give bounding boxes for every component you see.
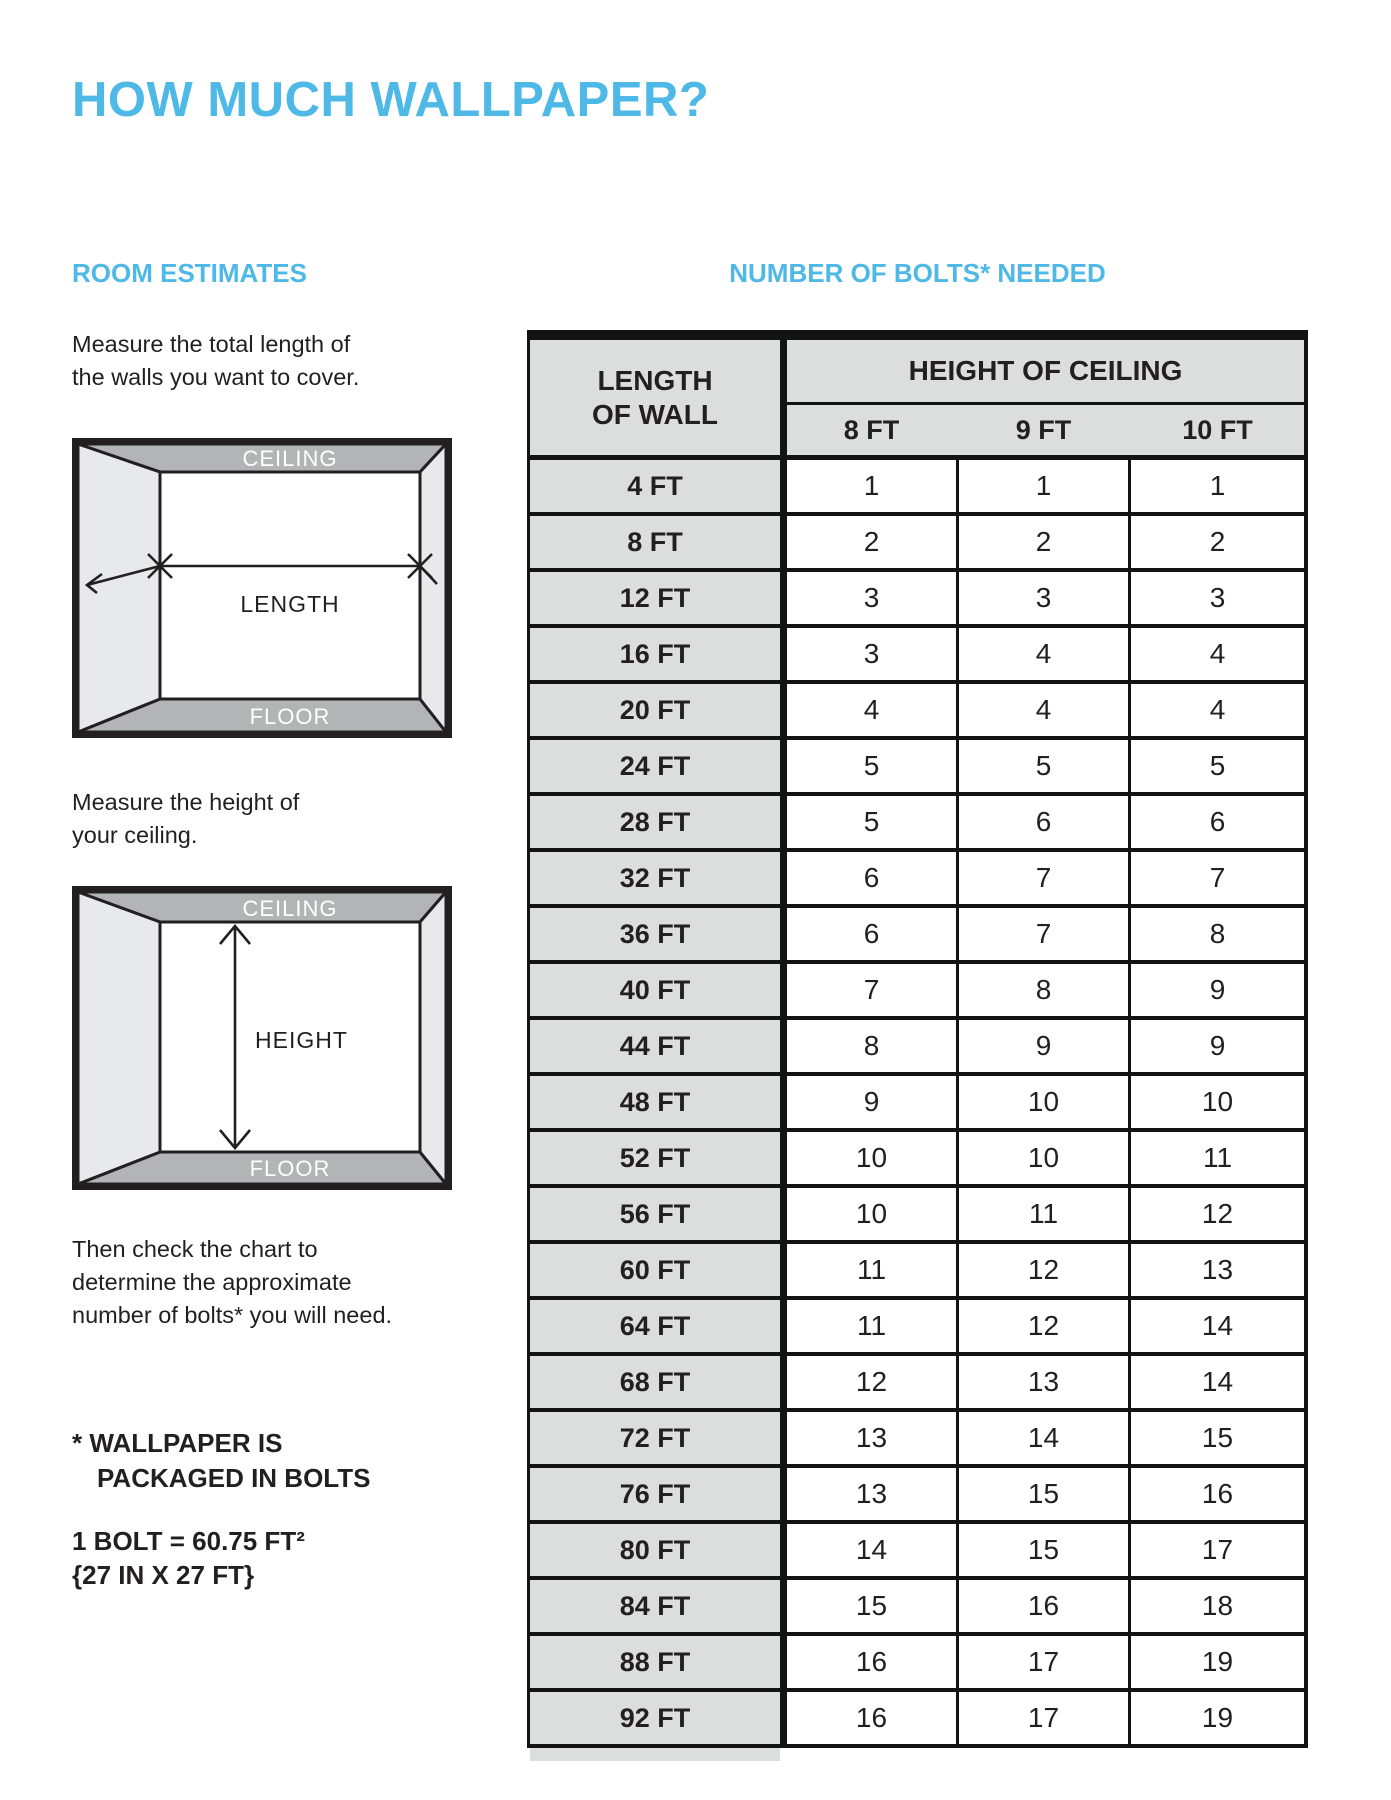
step3-line3: number of bolts* you will need. bbox=[72, 1302, 393, 1328]
bolt-count-cell: 11 bbox=[1131, 1132, 1304, 1184]
col-header-8ft: 8 FT bbox=[787, 405, 956, 455]
wall-length-cell: 68 FT bbox=[530, 1356, 780, 1408]
bolt-count-cell: 10 bbox=[787, 1132, 956, 1184]
bolt-count-cell: 16 bbox=[787, 1636, 956, 1688]
bolt-count-cell: 1 bbox=[1131, 460, 1304, 512]
wall-length-cell: 32 FT bbox=[530, 852, 780, 904]
wall-length-cell: 48 FT bbox=[530, 1076, 780, 1128]
bolt-count-cell: 12 bbox=[959, 1300, 1128, 1352]
bolt-count-cell: 10 bbox=[787, 1188, 956, 1240]
bolt-count-cell: 13 bbox=[787, 1412, 956, 1464]
bolt-count-cell: 5 bbox=[787, 740, 956, 792]
bolt-count-cell: 9 bbox=[1131, 1020, 1304, 1072]
bolt-count-cell: 8 bbox=[959, 964, 1128, 1016]
bolts-needed-table bbox=[527, 330, 1308, 1748]
wall-length-cell: 24 FT bbox=[530, 740, 780, 792]
bolt-count-cell: 4 bbox=[959, 628, 1128, 680]
bolt-count-cell: 18 bbox=[1131, 1580, 1304, 1632]
wall-length-cell: 64 FT bbox=[530, 1300, 780, 1352]
step1-line2: the walls you want to cover. bbox=[72, 364, 360, 390]
step3-instruction bbox=[72, 1233, 392, 1332]
bolt-count-cell: 6 bbox=[959, 796, 1128, 848]
bolt-count-cell: 7 bbox=[1131, 852, 1304, 904]
bolt-count-cell: 8 bbox=[787, 1020, 956, 1072]
bolt-count-cell: 6 bbox=[1131, 796, 1304, 848]
col-header-9ft: 9 FT bbox=[959, 405, 1128, 455]
bolt-count-cell: 12 bbox=[959, 1244, 1128, 1296]
bolt-count-cell: 14 bbox=[1131, 1300, 1304, 1352]
length-room-diagram bbox=[72, 438, 452, 738]
wall-length-cell: 76 FT bbox=[530, 1468, 780, 1520]
step2-line1: Measure the height of bbox=[72, 789, 300, 815]
ceiling-label: CEILING bbox=[242, 896, 338, 921]
bolt-count-cell: 16 bbox=[1131, 1468, 1304, 1520]
bolt-count-cell: 5 bbox=[1131, 740, 1304, 792]
bolt-count-cell: 10 bbox=[1131, 1076, 1304, 1128]
bolt-count-cell: 15 bbox=[959, 1468, 1128, 1520]
length-of-wall-line2: OF WALL bbox=[592, 398, 718, 430]
bolt-count-cell: 13 bbox=[959, 1356, 1128, 1408]
bolt-count-cell: 4 bbox=[1131, 684, 1304, 736]
left-wall-panel bbox=[78, 892, 160, 1184]
step3-line1: Then check the chart to bbox=[72, 1236, 318, 1262]
bolt-count-cell: 1 bbox=[787, 460, 956, 512]
length-label: LENGTH bbox=[240, 591, 340, 617]
bolt-count-cell: 15 bbox=[1131, 1412, 1304, 1464]
bolt-count-cell: 17 bbox=[1131, 1524, 1304, 1576]
length-of-wall-line1: LENGTH bbox=[597, 364, 713, 396]
bolt-count-cell: 10 bbox=[959, 1076, 1128, 1128]
height-room-diagram bbox=[72, 886, 452, 1190]
bolt-count-cell: 10 bbox=[959, 1132, 1128, 1184]
bolt-count-cell: 12 bbox=[1131, 1188, 1304, 1240]
bolts-footnote bbox=[72, 1426, 370, 1496]
bolt-count-cell: 5 bbox=[787, 796, 956, 848]
wall-length-cell: 8 FT bbox=[530, 516, 780, 568]
bolt-count-cell: 12 bbox=[787, 1356, 956, 1408]
bolt-count-cell: 2 bbox=[787, 516, 956, 568]
bolt-count-cell: 9 bbox=[787, 1076, 956, 1128]
bolt-count-cell: 15 bbox=[959, 1524, 1128, 1576]
wall-length-cell: 12 FT bbox=[530, 572, 780, 624]
height-label: HEIGHT bbox=[255, 1027, 348, 1053]
bolt-count-cell: 7 bbox=[959, 852, 1128, 904]
bolt-count-cell: 16 bbox=[787, 1692, 956, 1744]
bolt-count-cell: 19 bbox=[1131, 1692, 1304, 1744]
bolt-count-cell: 15 bbox=[787, 1580, 956, 1632]
bolts-table-heading: NUMBER OF BOLTS* NEEDED bbox=[729, 258, 1106, 288]
bolt-count-cell: 17 bbox=[959, 1636, 1128, 1688]
floor-label: FLOOR bbox=[249, 704, 331, 729]
bolt-count-cell: 3 bbox=[959, 572, 1128, 624]
wall-length-cell: 56 FT bbox=[530, 1188, 780, 1240]
bolt-count-cell: 4 bbox=[1131, 628, 1304, 680]
bolt-count-cell: 11 bbox=[787, 1300, 956, 1352]
wall-length-cell: 80 FT bbox=[530, 1524, 780, 1576]
bolt-count-cell: 1 bbox=[959, 460, 1128, 512]
bolt-count-cell: 17 bbox=[959, 1692, 1128, 1744]
wall-length-cell: 84 FT bbox=[530, 1580, 780, 1632]
wall-length-cell: 28 FT bbox=[530, 796, 780, 848]
wall-length-cell: 60 FT bbox=[530, 1244, 780, 1296]
back-wall-panel bbox=[160, 472, 420, 699]
bolt-count-cell: 14 bbox=[787, 1524, 956, 1576]
wall-length-cell: 36 FT bbox=[530, 908, 780, 960]
bolt-count-cell: 2 bbox=[959, 516, 1128, 568]
right-wall-panel bbox=[420, 444, 446, 732]
room-estimates-heading: ROOM ESTIMATES bbox=[72, 258, 307, 288]
wall-length-cell: 20 FT bbox=[530, 684, 780, 736]
right-wall-panel bbox=[420, 892, 446, 1184]
step1-instruction bbox=[72, 328, 359, 394]
bolt-count-cell: 13 bbox=[1131, 1244, 1304, 1296]
bolt-count-cell: 4 bbox=[959, 684, 1128, 736]
wall-length-cell: 16 FT bbox=[530, 628, 780, 680]
bolt-count-cell: 19 bbox=[1131, 1636, 1304, 1688]
wall-length-cell: 92 FT bbox=[530, 1692, 780, 1744]
wall-length-cell: 4 FT bbox=[530, 460, 780, 512]
bolt-count-cell: 14 bbox=[959, 1412, 1128, 1464]
col-group-header-height-of-ceiling: HEIGHT OF CEILING bbox=[787, 340, 1304, 402]
footnote-line1: * WALLPAPER IS bbox=[72, 1428, 283, 1458]
step2-line2: your ceiling. bbox=[72, 822, 198, 848]
bolt-count-cell: 14 bbox=[1131, 1356, 1304, 1408]
wall-length-cell: 88 FT bbox=[530, 1636, 780, 1688]
bolt-count-cell: 7 bbox=[787, 964, 956, 1016]
wall-length-cell: 40 FT bbox=[530, 964, 780, 1016]
col-header-10ft: 10 FT bbox=[1131, 405, 1304, 455]
bolt-size-line1: 1 BOLT = 60.75 FT² bbox=[72, 1526, 305, 1556]
wall-length-cell: 44 FT bbox=[530, 1020, 780, 1072]
step1-line1: Measure the total length of bbox=[72, 331, 351, 357]
bolt-count-cell: 5 bbox=[959, 740, 1128, 792]
bolt-count-cell: 6 bbox=[787, 852, 956, 904]
bolt-count-cell: 11 bbox=[959, 1188, 1128, 1240]
step2-instruction bbox=[72, 786, 299, 852]
bolt-count-cell: 2 bbox=[1131, 516, 1304, 568]
bolt-count-cell: 4 bbox=[787, 684, 956, 736]
floor-label: FLOOR bbox=[249, 1156, 331, 1181]
bolt-count-cell: 8 bbox=[1131, 908, 1304, 960]
ceiling-label: CEILING bbox=[242, 446, 338, 471]
bolt-count-cell: 9 bbox=[959, 1020, 1128, 1072]
col-header-length-of-wall bbox=[530, 340, 780, 455]
bolt-count-cell: 7 bbox=[959, 908, 1128, 960]
bolt-count-cell: 3 bbox=[787, 572, 956, 624]
bolt-count-cell: 3 bbox=[1131, 572, 1304, 624]
bolt-size-info bbox=[72, 1524, 305, 1592]
bolt-count-cell: 9 bbox=[1131, 964, 1304, 1016]
bolt-size-line2: {27 IN X 27 FT} bbox=[72, 1560, 255, 1590]
bolt-count-cell: 11 bbox=[787, 1244, 956, 1296]
wall-length-cell: 52 FT bbox=[530, 1132, 780, 1184]
bolt-count-cell: 13 bbox=[787, 1468, 956, 1520]
bolt-count-cell: 16 bbox=[959, 1580, 1128, 1632]
bolt-count-cell: 6 bbox=[787, 908, 956, 960]
table-cutoff-row-stub bbox=[530, 1748, 780, 1761]
wall-length-cell: 72 FT bbox=[530, 1412, 780, 1464]
step3-line2: determine the approximate bbox=[72, 1269, 352, 1295]
bolt-count-cell: 3 bbox=[787, 628, 956, 680]
page-title: HOW MUCH WALLPAPER? bbox=[72, 73, 710, 127]
footnote-line2: PACKAGED IN BOLTS bbox=[97, 1463, 371, 1493]
